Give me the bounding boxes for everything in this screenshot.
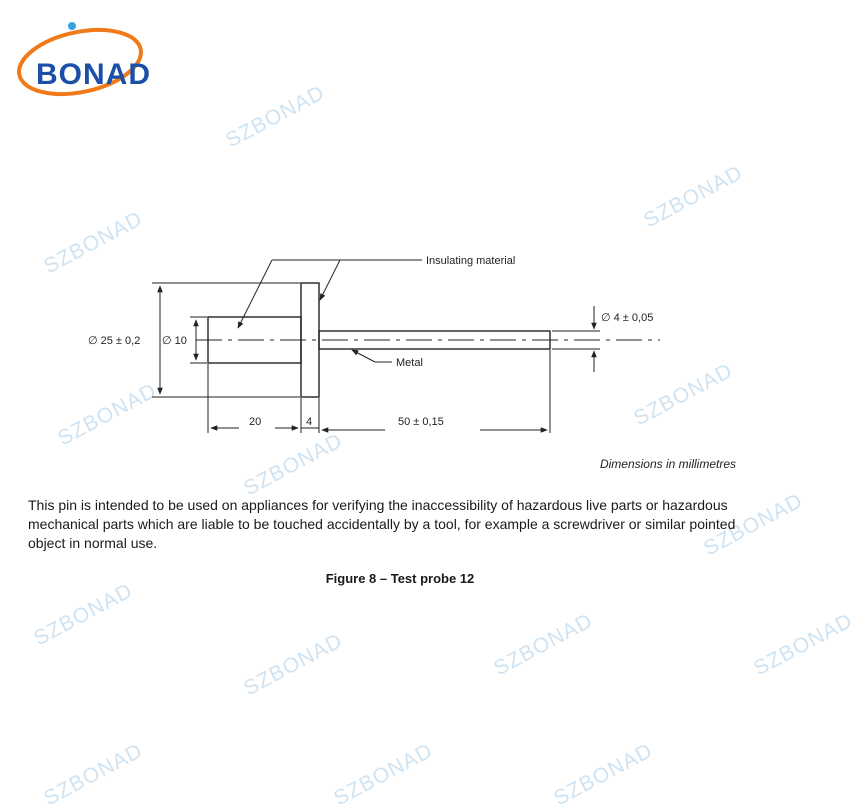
leader-arrow-handle: [238, 260, 272, 328]
watermark: SZBONAD: [240, 429, 347, 501]
leader-arrow-metal: [352, 350, 375, 362]
label-length-4: 4: [306, 416, 313, 428]
watermark: SZBONAD: [630, 359, 737, 431]
figure-caption: Figure 8 – Test probe 12: [325, 571, 475, 586]
watermark: SZBONAD: [40, 739, 147, 811]
watermark: SZBONAD: [750, 609, 857, 681]
watermark: SZBONAD: [40, 207, 147, 279]
watermark: SZBONAD: [700, 489, 807, 561]
label-length-50: 50 ± 0,15: [398, 416, 444, 428]
label-diameter-10: ∅ 10: [162, 335, 187, 347]
watermark: SZBONAD: [30, 579, 137, 651]
label-insulating-material: Insulating material: [426, 255, 516, 267]
watermark: SZBONAD: [330, 739, 437, 811]
label-diameter-25: ∅ 25 ± 0,2: [88, 335, 141, 347]
watermark: SZBONAD: [640, 161, 747, 233]
label-diameter-4: ∅ 4 ± 0,05: [601, 312, 654, 324]
watermark: SZBONAD: [222, 81, 329, 153]
watermark: SZBONAD: [490, 609, 597, 681]
watermark: SZBONAD: [54, 379, 161, 451]
description-text: This pin is intended to be used on appliances for verifying the inaccessibility of hazardous live parts or hazardous mechanical parts which are liable to be touched accidentally by a tool, for example a screwdriver or similar pointed object in normal use.: [28, 497, 736, 551]
units-note: Dimensions in millimetres: [599, 457, 736, 471]
leader-arrow-flange: [320, 260, 340, 300]
label-length-20: 20: [249, 416, 262, 428]
logo-text: BONAD: [36, 58, 151, 91]
watermark: SZBONAD: [550, 739, 657, 811]
watermark: SZBONAD: [240, 629, 347, 701]
label-metal: Metal: [396, 357, 423, 369]
